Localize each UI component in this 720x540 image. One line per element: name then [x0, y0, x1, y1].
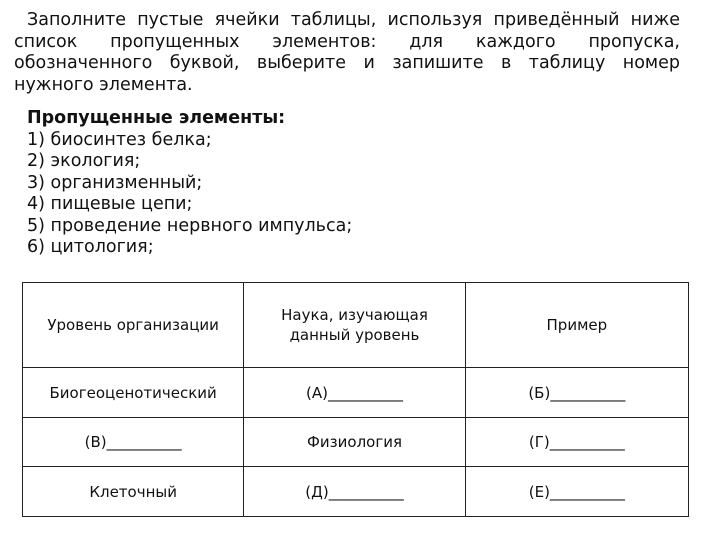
table-row: [23, 467, 689, 517]
table-cell: Клеточный: [23, 467, 244, 517]
list-item: 1) биосинтез белка;: [27, 129, 212, 150]
blank-cell-e[interactable]: (Е)__________: [465, 467, 688, 517]
table-row: [23, 368, 689, 418]
header-example: Пример: [465, 283, 688, 368]
table-header-row: [23, 283, 689, 368]
table-cell: Биогеоценотический: [23, 368, 244, 418]
blank-cell-a[interactable]: (А)__________: [244, 368, 465, 418]
blank-cell-v[interactable]: (В)__________: [23, 418, 244, 467]
blank-cell-d[interactable]: (Д)__________: [244, 467, 465, 517]
missing-elements-list: [27, 108, 352, 259]
table-row: [23, 418, 689, 467]
list-item: 6) цитология;: [27, 237, 154, 257]
table-cell: Физиология: [244, 418, 465, 467]
list-item: 4) пищевые цепи;: [27, 194, 193, 214]
header-science: Наука, изучающая данный уровень: [244, 283, 465, 368]
blank-cell-b[interactable]: (Б)__________: [465, 368, 688, 418]
list-item: 5) проведение нервного импульса;: [27, 215, 353, 236]
header-level: Уровень организации: [23, 283, 244, 368]
blank-cell-g[interactable]: (Г)__________: [465, 418, 688, 467]
list-item: 3) организменный;: [27, 172, 203, 193]
task-instruction: Заполните пустые ячейки таблицы, используя приведённый ниже список пропущенных элементов: для каждого пропуска, обозначенного буквой, выберите и запишите в таблицу номер нужного элемента.: [14, 10, 680, 95]
list-item: 2) экология;: [27, 151, 141, 171]
answer-table: [22, 282, 689, 517]
missing-elements-title: Пропущенные элементы:: [27, 108, 286, 128]
